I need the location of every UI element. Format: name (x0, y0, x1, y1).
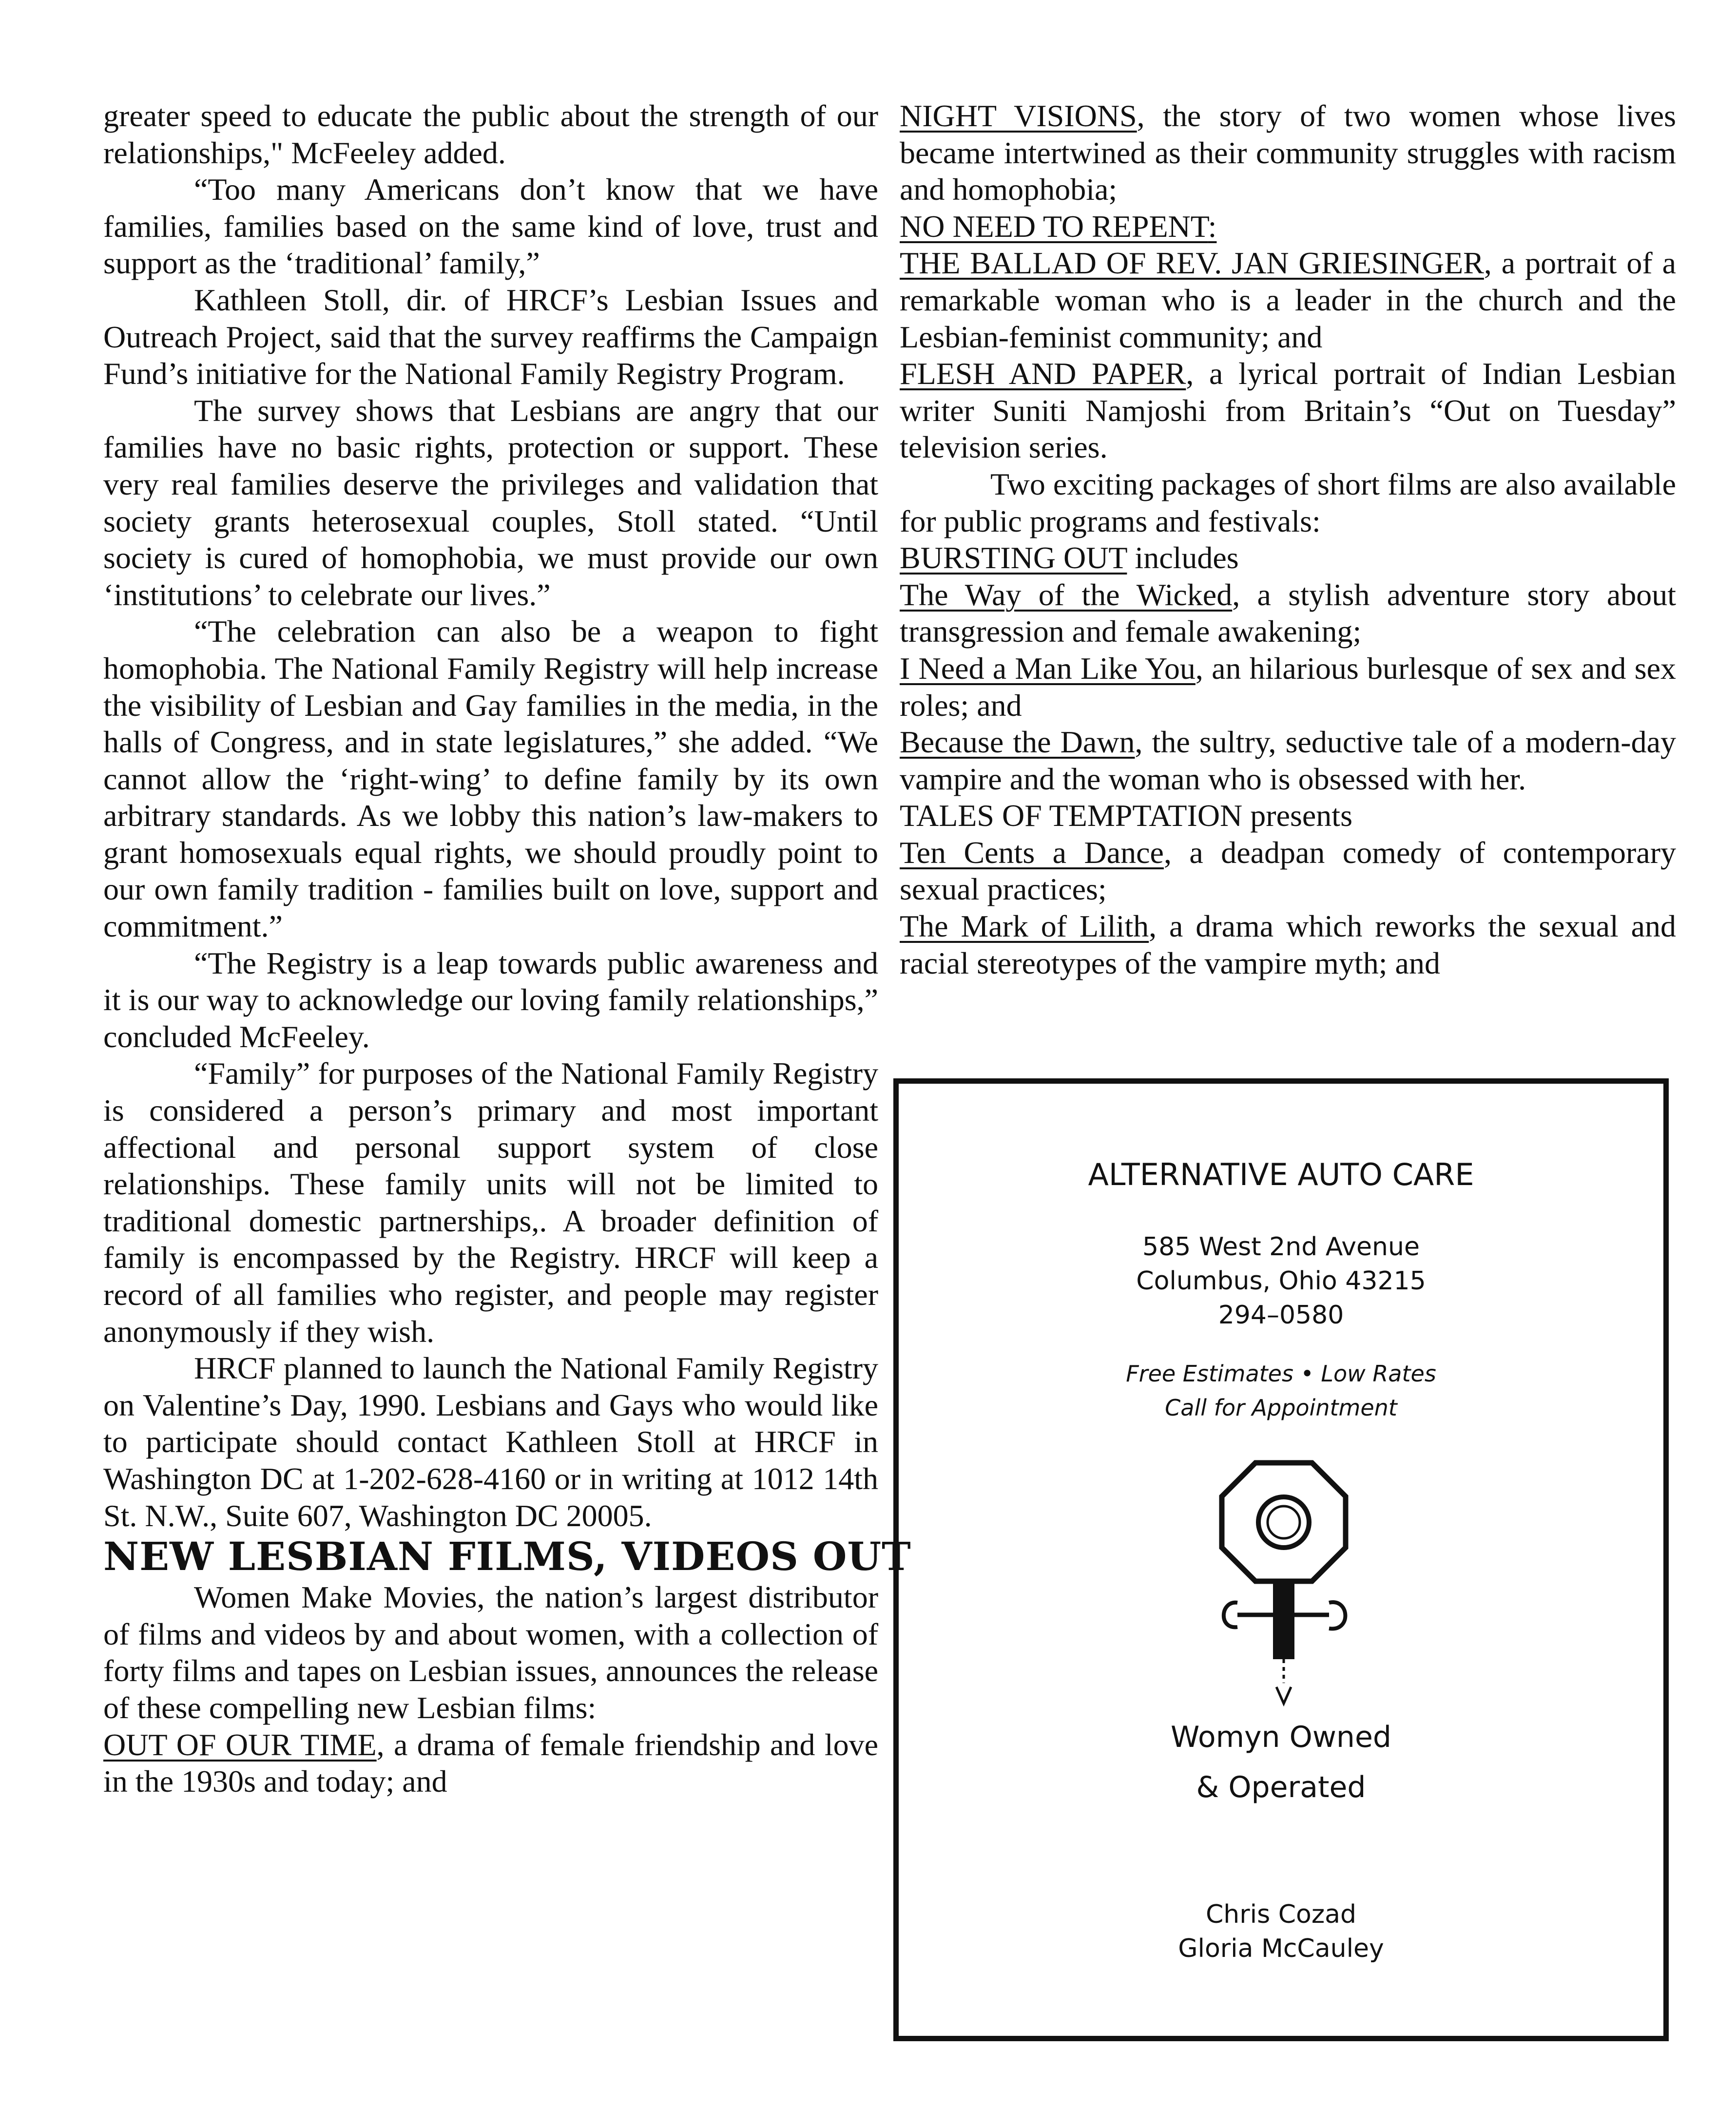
right-column (900, 97, 1676, 981)
short-film-entry (900, 724, 1676, 797)
package-heading (900, 539, 1676, 576)
film-description: , a drama which reworks the sexual and racial stereotypes of the vampire myth; and (900, 909, 1677, 980)
article-paragraph: Two exciting packages of short films are also available for public programs and festivals: (900, 466, 1676, 538)
film-description: , the story of two women whose lives became intertwined as their community struggles with racism and homophobia; (900, 98, 1677, 207)
film-description: , a portrait of a remarkable woman who is a leader in the church and the Lesbian-feminist community; and (900, 246, 1677, 354)
film-title: The Mark of Lilith (900, 909, 1149, 944)
film-title: THE BALLAD OF REV. JAN GRIESINGER (900, 246, 1484, 281)
ad-tagline-line: Call for Appointment (1165, 1395, 1397, 1421)
article-paragraph: greater speed to educate the public about the strength of our relationships," McFeeley added. (103, 98, 878, 170)
film-description: , an hilarious burlesque of sex and sex roles; and (900, 651, 1677, 723)
advertisement-box (893, 1078, 1669, 2041)
article-paragraph: “The celebration can also be a weapon to fight homophobia. The National Family Registry will help increase the visibility of Lesbian and Gay families in the media, in the halls of Congress, and in state legislatures,” she added. “We cannot allow the ‘right-wing’ to define family by its own arbitrary standards. As we lobby this nation’s law-makers to grant homosexuals equal rights, we should proudly point to our own family tradition - families built on love, support and commitment.” (103, 614, 878, 944)
film-title: Ten Cents a Dance (900, 835, 1164, 870)
ad-ownership-line: Womyn Owned (1171, 1720, 1391, 1754)
ad-ownership-line: & Operated (1196, 1770, 1366, 1804)
short-film-entry (900, 576, 1676, 650)
film-title: FLESH AND PAPER (900, 356, 1186, 391)
package-heading: TALES OF TEMPTATION presents (900, 798, 1352, 833)
film-description: , a drama of female friendship and love in the 1930s and today; and (103, 1727, 879, 1799)
film-title-colon: : (1208, 209, 1217, 244)
film-title: NO NEED TO REPENT (900, 209, 1208, 244)
ad-business-name: ALTERNATIVE AUTO CARE (1088, 1157, 1474, 1192)
film-description: , a lyrical portrait of Indian Lesbian writer Suniti Namjoshi from Britain’s “Out on Tuesday” television series. (900, 356, 1676, 465)
ad-ownership-note (899, 1712, 1663, 1813)
film-title: NIGHT VISIONS (900, 98, 1137, 133)
film-entry (103, 1726, 878, 1800)
package-includes: includes (1127, 540, 1239, 575)
film-title: OUT OF OUR TIME (103, 1727, 377, 1762)
short-film-entry (900, 834, 1676, 908)
film-description: , the sultry, seductive tale of a modern-day vampire and the woman who is obsessed with her. (900, 725, 1677, 796)
ad-phone: 294–0580 (1218, 1301, 1344, 1330)
article-paragraph: Kathleen Stoll, dir. of HRCF’s Lesbian Issues and Outreach Project, said that the survey reaffirms the Campaign Fund’s initiative for the National Family Registry Program. (103, 282, 878, 391)
womens-symbol-icon (1203, 1454, 1364, 1707)
ad-tagline (899, 1357, 1663, 1425)
ad-owner-name: Chris Cozad (1205, 1900, 1356, 1929)
short-film-entry (900, 650, 1676, 724)
film-entry (900, 97, 1676, 208)
film-description: , a stylish adventure story about transgression and female awakening; (900, 577, 1677, 649)
short-film-entry (900, 908, 1676, 981)
article-paragraph: Women Make Movies, the nation’s largest distributor of films and videos by and about women, with a collection of forty films and tapes on Lesbian issues, announces the release of these compelling new Lesbian films: (103, 1580, 878, 1725)
film-title: I Need a Man Like You (900, 651, 1196, 686)
ad-owners (899, 1897, 1663, 1966)
film-title: Because the Dawn (900, 725, 1135, 760)
film-title: The Way of the Wicked (900, 577, 1233, 612)
article-paragraph: The survey shows that Lesbians are angry that our families have no basic rights, protection or support. These very real families deserve the privileges and validation that society grants heterosexual couples, Stoll stated. “Until society is cured of homophobia, we must provide our own ‘institutions’ to celebrate our lives.” (103, 393, 878, 612)
article-headline: NEW LESBIAN FILMS, VIDEOS OUT (103, 1533, 911, 1580)
film-entry (900, 208, 1676, 355)
package-title: BURSTING OUT (900, 540, 1127, 575)
film-entry (900, 355, 1676, 466)
ad-tagline-line: Free Estimates • Low Rates (1126, 1360, 1436, 1387)
article-paragraph: “Family” for purposes of the National Family Registry is considered a person’s primary and most important affectional and personal support system of close relationships. These family units will not be limited to traditional domestic partnerships,. A broader definition of family is encompassed by the Registry. HRCF will keep a record of all families who register, and people may register anonymously if they wish. (103, 1056, 878, 1349)
ad-address-line: Columbus, Ohio 43215 (1136, 1266, 1426, 1296)
ad-address-line: 585 West 2nd Avenue (1142, 1232, 1420, 1262)
ad-owner-name: Gloria McCauley (1178, 1934, 1384, 1963)
film-description: , a deadpan comedy of contemporary sexual practices; (900, 835, 1677, 907)
article-paragraph: “The Registry is a leap towards public awareness and it is our way to acknowledge our loving family relationships,” concluded McFeeley. (103, 945, 878, 1054)
article-paragraph: HRCF planned to launch the National Family Registry on Valentine’s Day, 1990. Lesbians and Gays who would like to participate should contact Kathleen Stoll at HRCF in Washington DC at 1-202-628-4160 or in writing at 1012 14th St. N.W., Suite 607, Washington DC 20005. (103, 1351, 878, 1533)
ad-address (899, 1230, 1663, 1332)
left-column (103, 97, 911, 1800)
article-paragraph: “Too many Americans don’t know that we have families, families based on the same kind of love, trust and support as the ‘traditional’ family,” (103, 172, 878, 281)
